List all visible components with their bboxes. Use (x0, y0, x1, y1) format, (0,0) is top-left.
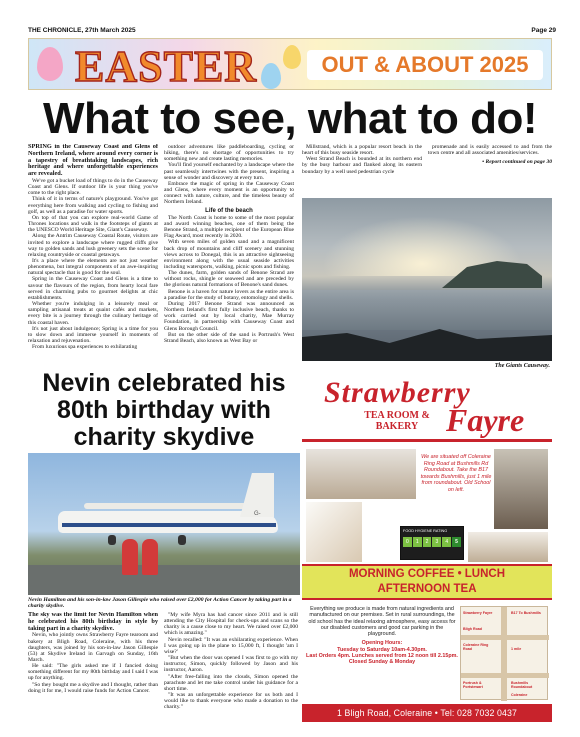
article-column-4 (428, 144, 552, 196)
hygiene-score: 0 (403, 537, 412, 547)
paragraph: It's not just about indulgence; Spring is a time for you to slow down and immerse yourself in moments of relaxation and rejuvenation. (28, 325, 158, 345)
location-note: We are situated off Coleraine Ring Road at Bushmills Rd Roundabout. Take the B17 towards Bushmills, just 1 mile from roundabout. Old School on left. (420, 454, 492, 493)
hygiene-score: 3 (432, 537, 441, 547)
strawberry-fayre-advert (302, 374, 552, 737)
article-column-3 (302, 144, 422, 196)
nevin-headline: Nevin celebrated his 80th birthday with charity skydive (42, 369, 286, 451)
page-header (28, 27, 556, 37)
paragraph: The dunes, farm, golden sands of Benone Strand are without rocks, shingle or seaweed and are preceded by the glorious natural formations of Benone's sand dunes. (164, 270, 294, 289)
hygiene-score: 2 (423, 537, 432, 547)
cake-plate-photo (306, 502, 362, 562)
skydive-plane-photo (28, 453, 300, 595)
paragraph: Millstrand, which is a popular resort beach in the heart of this busy seaside resort. (302, 144, 422, 157)
hygiene-score: 1 (413, 537, 422, 547)
paragraph: Whether you're indulging in a leisurely meal or sampling artisanal treats at quaint cafés and markets, every bite is a journey through the culinary heritage of this coastal haven. (28, 301, 158, 326)
page-number: Page 29 (531, 27, 556, 34)
paragraph: "It was an unforgettable experience for us both and I would like to thank everyone who made a donation to the charity." (164, 692, 298, 711)
easter-banner (28, 38, 552, 90)
egg-icon (37, 47, 63, 81)
tea-room-photo (468, 532, 548, 562)
paragraph: outdoor adventures like paddleboarding, cycling or hiking, there's no shortage of opportunities to try something new and create lasting memories. (164, 144, 294, 163)
opening-hours: Opening Hours: Tuesday to Saturday 10am-4.30pm. Last Orders 4pm. Lunches served from 12 noon till 2.15pm. Closed Sunday & Monday (306, 640, 458, 666)
paragraph: You'll find yourself enchanted by a landscape where the past seamlessly intertwines with the present, inspiring a sense of wonder and discovery at every turn. (164, 162, 294, 181)
paragraph: We've got a bucket load of things to do in the Causeway Coast and Glens. If outdoor life is your thing you've come to the right place. (28, 177, 158, 197)
giants-causeway-photo (302, 198, 552, 361)
article-column-2 (164, 144, 294, 370)
paragraph: With seven miles of golden sand and a magnificent back drop of mountains and cliff scenery and stunning views across to Donegal, this is an attractive sightseeing environment along with the usual seaside activities including watersports, walking, picnic spots and fishing. (164, 239, 294, 270)
paragraph: During 2017 Benone Strand was announced as Northern Ireland's first fully inclusive beach, thanks to work carried out by local charity, Mae Murray Foundation, in partnership with Causeway Coast and Glens Borough Council. (164, 300, 294, 332)
paragraph: Think of it in terms of nature's playground. You've got everything here from walking and cycling to fishing and golf, as well as a paradise for water sports. (28, 196, 158, 215)
food-hygiene-rating: FOOD HYGIENE RATING 0 1 2 3 4 5 (400, 526, 464, 560)
out-about-title: OUT & ABOUT 2025 (307, 50, 543, 80)
publication-date: THE CHRONICLE, 27th March 2025 (28, 27, 136, 34)
address-phone-footer: 1 Bligh Road, Coleraine • Tel: 028 7032 0437 (302, 704, 552, 722)
coast-photo-caption: The Giants Causeway. (494, 363, 550, 369)
nevin-column-1 (28, 612, 158, 734)
paragraph: Embrace the magic of spring in the Causeway Coast and Glens, where every moment is an opportunity to connect with nature, culture, and the timeless beauty of Northern Ireland. (164, 180, 294, 206)
article-column-1 (28, 144, 158, 370)
paragraph: SPRING in the Causeway Coast and Glens of Northern Ireland, where around every corner is a tapestry of breathtaking landscapes, rich heritage and where unforgettable experiences are revealed. (28, 144, 158, 178)
paragraph: Along the Antrim Causeway Coastal Route, visitors are invited to explore a landscape where rugged cliffs give way to golden sands and lush greenery sets the scene for relaxing countryside or coastal getaways. (28, 233, 158, 258)
skydive-photo-caption: Nevin Hamilton and his son-in-law Jason Gillespie who raised over £2,000 for Action Cancer by taking part in a charity skydive. (28, 597, 292, 610)
paragraph: Nevin recalled: "It was an exhilarating experience. When I was going up in the plane to 15,000 ft, I thought 'am I wise?' (164, 636, 298, 655)
nevin-column-2 (164, 612, 298, 734)
paragraph: He said: "The girls asked me if I fancied doing something different for my 80th birthday and I said I was up for anything. (28, 663, 158, 682)
continued-note: • Report continued on page 30 (482, 159, 552, 166)
main-headline: What to see, what to do! (43, 94, 537, 143)
cake-counter-photo (306, 449, 416, 499)
paragraph: "But when the door was opened I was first to go with my instructor, Simon, quickly followed by Jason and his instructor, Aaron. (164, 655, 298, 674)
paragraph: On top of that you can explore real-world Game of Thrones locations and walk in the footsteps of giants at the UNESCO World Heritage Site, Giant's Causeway. (28, 214, 158, 234)
advert-body: Everything we produce is made from natural ingredients and manufactured on our premises. Set in rural surroundings, the old school has the ideal relaxing atmosphere, easy access for our disabled customers and good car parking in the playground. Opening Hours: Tuesday to Saturday 10am-4.30pm. Last Orders 4pm. Lunches served from 12 noon till 2.15pm. Closed Sunday & Monday (306, 606, 458, 666)
aircraft-registration: G- (254, 511, 261, 517)
strawberry-fayre-logo: Strawberry TEA ROOM & BAKERY Fayre (302, 374, 552, 442)
menu-offer-bar: MORNING COFFEE • LUNCH AFTERNOON TEA (302, 564, 552, 600)
dining-room-photo (494, 449, 548, 529)
paragraph: promenade and is easily accessed to and from the town centre and all associated amenities/services. (428, 144, 552, 157)
paragraph: It's a place where the elements are not just weather phenomena, but integral components of an awe-inspiring natural spectacle that is good for the soul. (28, 258, 158, 277)
paragraph: Spring in the Causeway Coast and Glens is a time to savour the flavours of the region, from hearty local fare served in charming pubs to gourmet delights at chic establishments. (28, 276, 158, 301)
paragraph: West Strand Beach is bounded at its northern end by the busy harbour and flanked along its eastern boundary by a well used pedestrian cycle (302, 156, 422, 175)
hygiene-score: 5 (452, 537, 461, 547)
paragraph: The sky was the limit for Nevin Hamilton when he celebrated his 80th birthday in style by taking part in a charity skydive. (28, 612, 158, 632)
paragraph: Nevin, who jointly owns Strawberry Fayre tearoom and bakery at Bligh Road, Coleraine, with his three daughters, was joined by his son-in-law Jason Gillespie (53) at Skydive Ireland in Garvagh on Sunday, 16th March. (28, 632, 158, 664)
subheading-life-of-the-beach: Life of the beach (205, 207, 253, 214)
egg-icon (283, 45, 301, 69)
person-figure (122, 539, 138, 575)
hygiene-score: 4 (442, 537, 451, 547)
paragraph: "So they bought me a skydive and I thought, rather than doing it for me, I would raise funds for Action Cancer. (28, 681, 158, 694)
paragraph: Benone is a haven for nature lovers as the entire area is a paradise for the study of botany, entomology and shells. (164, 288, 294, 301)
paragraph: The North Coast is home to some of the most popular and award winning beaches, one of them being the Benone Strand, a multiple recipient of the European Blue Flag Award, most recently in 2020. (164, 214, 294, 240)
easter-title: EASTER (75, 42, 258, 90)
paragraph: But on the other side of the sand is Portrush's West Strand Beach, also known as West Bay or (164, 331, 294, 344)
person-figure (142, 539, 158, 575)
paragraph: "My wife Myra has had cancer since 2011 and is still attending the City Hospital for check-ups and scans so the charity is a cause close to my heart. We raised over £2,000 which is amazing." (164, 612, 298, 637)
paragraph: From luxurious spa experiences to exhilarating (32, 344, 138, 351)
paragraph: "After free-falling into the clouds, Simon opened the parachute and let me take control under his guidance for a short time. (164, 673, 298, 692)
egg-icon (261, 63, 281, 89)
location-map: Strawberry Fayre B17 To Bushmills Bligh Road 1 mile Coleraine Ring Road Portrush & Portstewart Bushmills Roundabout Coleraine (460, 606, 548, 700)
